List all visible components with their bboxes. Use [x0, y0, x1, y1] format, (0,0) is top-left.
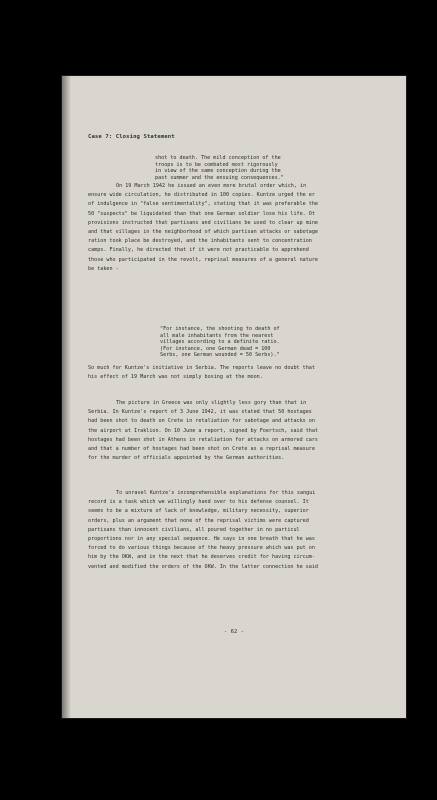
paragraph-3: [88, 399, 392, 463]
text-line: hostages had been shot in Athens in retaliation for attacks on armored cars: [88, 436, 319, 443]
paragraph-2: [88, 364, 392, 382]
text-line: and that villages in the neighborhood of which partisan attacks or sabotage: [88, 229, 319, 236]
text-line: ensure wide circulation, he distributed in 100 copies. Kuntze urged the er: [88, 192, 315, 199]
text-line: Serbia. In Kuntze's report of 3 June 1942, it was stated that 50 hostages: [88, 409, 312, 416]
text-line: those who participated in the revolt, reprisal measures of a general nature: [88, 256, 319, 263]
quote-line: troops is to be combated most rigorously: [155, 161, 278, 168]
quote-line: (For instance, one German dead = 100: [160, 345, 271, 352]
text-line: orders, plus an argument that none of the reprisal victims were captured: [88, 517, 309, 524]
text-line: his effect of 19 March was not simply boxing at the moon.: [88, 374, 263, 381]
text-line: provisions instructed that partisans and civilians be used to clear up mine: [88, 219, 319, 226]
quote-block-1: [155, 155, 392, 181]
text-line: record is a task which we willingly hand over to his defense counsel. It: [88, 499, 309, 506]
text-line: ration took place be destroyed, and the inhabitants sent to concentration: [88, 238, 312, 245]
quote-line: in view of the same conception during the: [155, 168, 281, 175]
quote-line: "For instance, the shooting to death of: [160, 326, 280, 332]
text-line: proportions nor in any special sequence. He says in one breath that he was: [88, 536, 315, 543]
text-line: him by the OKW, and in the next that he deserves credit for having circum-: [88, 554, 315, 561]
text-line: To unravel Kuntze's incomprehensible explanations for this sangui: [116, 490, 316, 496]
quote-line: villages according to a definite ratio.: [160, 339, 280, 346]
text-line: camps. Finally, he directed that if it were not practicable to apprehend: [88, 247, 309, 254]
paragraph-4: [88, 489, 392, 572]
text-line: the airport at Iraklion. On 10 June a report, signed by Foertsch, said that: [88, 427, 319, 434]
text-line: 50 "suspects" be liquidated than that one German soldier lose his life. Ot: [88, 210, 315, 217]
text-line: for the murder of officials appointed by the German authorities.: [88, 455, 285, 462]
text-line: seems to be a mixture of lack of knowledge, military necessity, superior: [88, 508, 309, 515]
page-edge-shadow: [62, 76, 71, 718]
page-number: - 62 -: [223, 629, 245, 635]
text-line: and that a number of hostages had been shot on Crete as a reprisal measure: [88, 446, 315, 453]
paragraph-1: [88, 182, 392, 274]
text-line: On 19 March 1942 he issued an even more brutal order which, in: [116, 183, 307, 189]
text-line: The picture in Greece was only slightly less gory than that in: [116, 400, 307, 406]
quote-line: past summer and the ensuing consequences.": [155, 174, 284, 181]
text-line: vented and modified the orders of the OKW. In the latter connection he said: [88, 563, 319, 570]
quote-line: all male inhabitants from the nearest: [160, 332, 274, 339]
text-line: be taken -: [88, 265, 119, 272]
text-line: forced to do various things because of the heavy pressure which was put on: [88, 545, 315, 552]
document-header: Case 7: Closing Statement: [88, 134, 175, 140]
text-line: So much for Kuntze's initiative in Serbia. The reports leave no doubt that: [88, 365, 315, 371]
quote-line: shot to death. The mild conception of the: [155, 155, 281, 161]
text-line: of indulgence in "false sentimentality", stating that it was preferable the: [88, 201, 319, 208]
quote-block-2: [160, 326, 392, 359]
text-line: partisans than innocent civilians, all poured together in no particul: [88, 526, 300, 533]
document-page: [62, 76, 406, 718]
quote-line: Serbs, one German wounded = 50 Serbs).": [160, 352, 280, 359]
text-line: had been shot to death on Crete in retaliation for sabotage and attacks on: [88, 418, 315, 425]
